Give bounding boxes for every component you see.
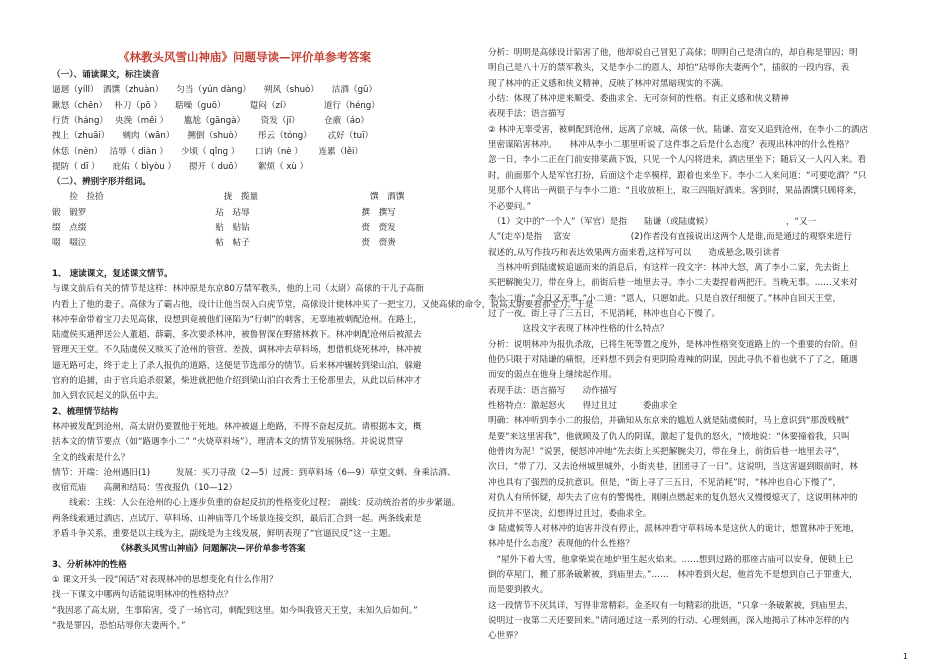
left-line: 内看上了他的妻子。高俅为了霸占他，设计让他当误入白虎节堂，高俅设计使林冲买了一把宝刀，又使高俅的命令，说高太尉要看那宝刀。于是 [52, 299, 594, 310]
right-line: 当林冲听到陆虞候追逼而来的消息后，有这样一段文字：林冲大怒，离了李小二家，先去街上 [488, 262, 849, 273]
left-line: 与课文前后有关的情节是这样：林冲原是东京80万禁军教头，他的上司（太尉）高俅的干儿子高衙 [52, 284, 424, 295]
left-line: 两条线索通过酒店、点试厅、草料场、山神庙等几个场景连接交织，最后汇合到一起。两条线索是 [52, 513, 422, 524]
left-line: ① 课文开头一段“闲话”对表现林冲的思想变化有什么作用？ [52, 574, 278, 585]
left-line: 线索：主线：人公在沧州的心上逐步负重的奋起反抗的性格变化过程； 副线：反动统治者的步步紧逼。 [52, 498, 461, 509]
right-line: 是要“来这里害我”，他就顾及了仇人的阴谋，激起了复仇的怒火，“愤地说：“休要撞着我，只叫 [488, 431, 850, 442]
right-line: 冲也具有了强烈的反抗意识。但是，“街上寻了三五日，不见消耗”时，“林冲也自心下慢了”， [488, 477, 841, 488]
left-line: 休恁（nèn） 沽辱（ diàn ） 少顷（ qǐng ） 口讷（nè ） 连累（lěi） [52, 146, 363, 157]
right-line: 不必要问。” [488, 201, 532, 212]
left-line: 2、梳理情节结构 [52, 406, 119, 417]
right-line: 次日，“带了刀，又去沧州城里城外，小街夹巷，团团寻了一日”。这说明，当这害逼到眼前时，林 [488, 462, 858, 473]
left-line: 林冲被发配到沧州，高太尉仍要置他于死地。林冲被逼上绝路，不得不奋起反抗。请根据本文，概 [52, 421, 422, 432]
left-line: 缀 点缀 贴 贴钻 赍 赍发 [52, 223, 396, 233]
left-line: 逼迴（yíll） 酒馔（zhuàn） 匀当（yún dàng） 朔风（shuò） 沽酒（gū） [52, 85, 378, 96]
right-line: 分析：说明林冲为报仇杀敌，已将生死等置之度外，是林冲性格突变道路上的一个重要的台阶。但 [488, 339, 858, 350]
right-line: “屋外下着大雪，他拿柴炭在地炉里生起火焰来。……想到过路的那座古庙可以安身，便锁上已 [488, 554, 854, 565]
left-line: “我因恶了高太尉，生事陷害，受了一场官司，刺配到这里。如今叫我管天王堂，未知久后如何。” [52, 605, 418, 616]
right-line: ② 林冲无辜受害，被刺配到沧州，远离了京城，高俅一伙，陆谦、富安又追到沧州，在李小二的酒店 [488, 124, 868, 135]
right-line: 倒的草屋门，搬了那条破絮被，到庙里去。”…… 林冲看到火起，他首先不是想到自己于罪重大， [488, 569, 858, 580]
right-line: 而是要到救火。 [488, 585, 549, 596]
right-line: （1）文中的“一个人”（军官）是指 陆谦（或陆虞候） ，“又一 [488, 216, 817, 227]
right-line: 时，前面那个人是军官打扮，后面这个走卒模样，跟着也来坐下。李小二入来问道：“可要吃酒？”只 [488, 170, 867, 181]
right-line: 小结：体现了林冲逆来顺受、委曲求全、无可奈何的性格。有正义感和侠义精神 [488, 94, 789, 105]
right-line: 见那个人将出一两银子与李小二道：“且收放柜上，取三四瓶好酒来。客到时，果品酒馔只顾将来， [488, 186, 862, 197]
left-line: 捡 捡拾 拢 揽量 馔 酒馔 [52, 192, 405, 203]
page-title: 《林教头风雪山神庙》问题导读—评价单参考答案 [118, 50, 371, 64]
right-line: 这一段情节不厌其详，写得非常精彩。金圣叹有一句精彩的批语，“只拿一条破絮被，到庙里去， [488, 600, 854, 611]
left-line: 林冲奉命带着宝刀去见高俅，设想到竟被他们诬陷为“行刺”的刺客，无辜地被刺配沧州。在路上， [52, 314, 422, 325]
right-line: 过了一夜。街上寻了三五日，不见消耗，林冲也自心下慢了。 [488, 308, 721, 319]
left-line: 括本文的情节要点（如“路遇李小二” “火烧草料场”），理清本文的情节发展脉络。并说说贯穿 [52, 437, 404, 448]
right-line: 对仇人有所怀疑，却失去了应有的警惕性，刚刚点燃起来的复仇怒火又慢慢熄灭了，这说明林冲的 [488, 493, 858, 504]
right-line: 性格特点：激起怒火 得过且过 委曲求全 [488, 401, 678, 412]
left-line: 矛盾斗争关系，重要是以主线为主，副线是为主线发展，鲜明表现了“官逼民反”这一主题。 [52, 529, 397, 539]
left-line: “我是罪囚，恐怕玷辱你夫妻两个。” [52, 620, 186, 631]
left-line: 加入到农民起义的队伍中去。 [52, 391, 164, 402]
right-line: 表现手法：语言描写 动作描写 [488, 385, 617, 396]
right-line: 买把解腕尖刀，带在身上，前街后巷一地里去寻。李小二夫妻捏着两把汗。当晚无事。……又来对 [488, 278, 858, 289]
left-line: 瞅怒（chēn） 朴刀（pō ） 聒噪（guō） 踅闷（zí） 道行（héng） [52, 100, 380, 111]
left-line: 找一下课文中哪两句话能说明林冲的性格特点？ [52, 590, 233, 601]
right-line: 反抗并不坚决，幻想得过且过，委曲求全。 [488, 508, 652, 519]
right-line: 里密谋陷害林冲。 林冲从李小二那里听说了这件事之后是什么态度？表现出林冲的什么性格？ [488, 140, 854, 151]
left-line: 情节：开端：沧州遇旧(1) 发展：买刀寻敌（2—5）过渡：到草料场（6—9）草堂文刺、身乘沽酒、 [52, 467, 456, 478]
right-line: 叙述的,从写作技巧和表达效果两方面来看,这样写可以 造成悬念,吸引读者 [488, 247, 780, 258]
right-line: 林冲是什么态度？表现他的什么性格？ [488, 539, 635, 550]
left-line: 提防（ dī ） 庇佑（ bìyòu ） 摁开（ duō） 絮烦（ xù ） [52, 161, 309, 172]
left-line: 夜宿荒庙 高潮和结局：雪夜报仇（10—12） [52, 483, 238, 494]
left-line: 逼无路可走，终于走上了杀人报仇的道路，这便是节选部分的情节。后来林冲辗转到梁山泊，躲避 [52, 360, 422, 371]
left-line: 拽上（zhuāi） 剜肉（wān） 搠倒（shuò） 彤云（tóng） 忒好（tuī） [52, 131, 374, 142]
right-line: ③ 陆虞候等人对林冲的迫害并没有停止，派林冲看守草料场本是这伙人的诡计，想置林冲于死地， [488, 523, 860, 534]
right-line: 他骨肉为泥！”说罢，便怒冲冲地“先去街上买把解腕尖刀，带在身上，前街后巷一地里去寻”， [488, 447, 846, 458]
right-line: 心世界？ [488, 631, 523, 642]
left-line: 官府的追捕，由于官兵追杀很紧，柴进就把他介绍到梁山泊白衣秀士王伦那里去，从此以后林冲才 [52, 376, 422, 386]
left-line: 行货（háng） 央浼（měi ） 尴尬（gāngà） 资发（jī） 仓廒（áo） [52, 115, 369, 126]
right-line: 表现手法：语言描写 [488, 109, 566, 120]
right-line: 他仍只限于对陆谦的痛恨，还料想不到会有更阴险毒辣的阴谋，因此寻仇不着也就不了了之，随遇 [488, 355, 858, 365]
right-line: 明自己是八十万的禁军教头，又是李小二的恩人，却怕“玷辱你夫妻两个”，插叙的一段内容，表 [488, 63, 850, 74]
right-line: 分析：明明是高俅设计陷害了他，他却说自己冒犯了高俅；明明自己是清白的，却自称是罪囚；明 [488, 48, 858, 58]
right-line: 人”(走卒)是指 富安 (2)作者没有直接说出这两个人是谁,而是通过的观察来进行 [488, 232, 852, 243]
right-line: 而安的弱点在他身上继续起作用。 [488, 370, 617, 381]
left-line: 锻 锻罗 玷 玷辱 撰 撰写 [52, 207, 396, 218]
right-line: 说明过一夜第二天还要回来。”请问通过这一系列的行动、心理刻画，深入地揭示了林冲怎样的内 [488, 615, 850, 626]
right-line: 这段文字表现了林冲性格的什么特点？ [488, 324, 669, 335]
left-line: 3、分析林冲的性格 [52, 559, 127, 570]
left-line: 陆虞侯买通押送公人董超、薛霸，多次要杀林冲，被鲁智深在野猪林救下。林冲刺配沧州后被派去 [52, 330, 422, 341]
left-line: 全文的线索是什么？ [52, 452, 130, 463]
right-line: 忽一日，李小二正在门前安排菜蔬下饭，只见一个人闪将进来，酒店里坐下；随后又一人闪入来。看 [488, 155, 867, 166]
left-line: 啜 啜泣 帖 帖子 赍 赍赉 [52, 238, 396, 249]
left-line: 《林教头风雪山神庙》问题解决—评价单参考答案 [52, 544, 306, 555]
left-line: （一）、诵读课文，标注读音 [52, 70, 160, 80]
left-line: （二）、辨别字形并组词。 [52, 177, 151, 188]
right-line: 现了林冲的正义感和侠义精神，反映了林冲对黑暗现实的不满。 [488, 78, 729, 89]
page-number: 1 [902, 652, 908, 661]
right-line: 李小二道：“今日又无事。”小二道：“恩人，只愿如此。只是自放仔细便了。”林冲自回天王堂， [488, 293, 841, 304]
left-line: 管理天王堂。不久陆虞侯又赎买了沧州的管营、差拨，调林冲去草料场，想借机烧死林冲，林冲被 [52, 345, 422, 356]
right-line: 明确：林冲听到李小二的报信，并确知从东京来的尴尬人就是陆虞候时，马上意识到“那泼贱贼” [488, 416, 850, 427]
left-line: 1、 速读课文，复述课文情节。 [52, 268, 173, 279]
